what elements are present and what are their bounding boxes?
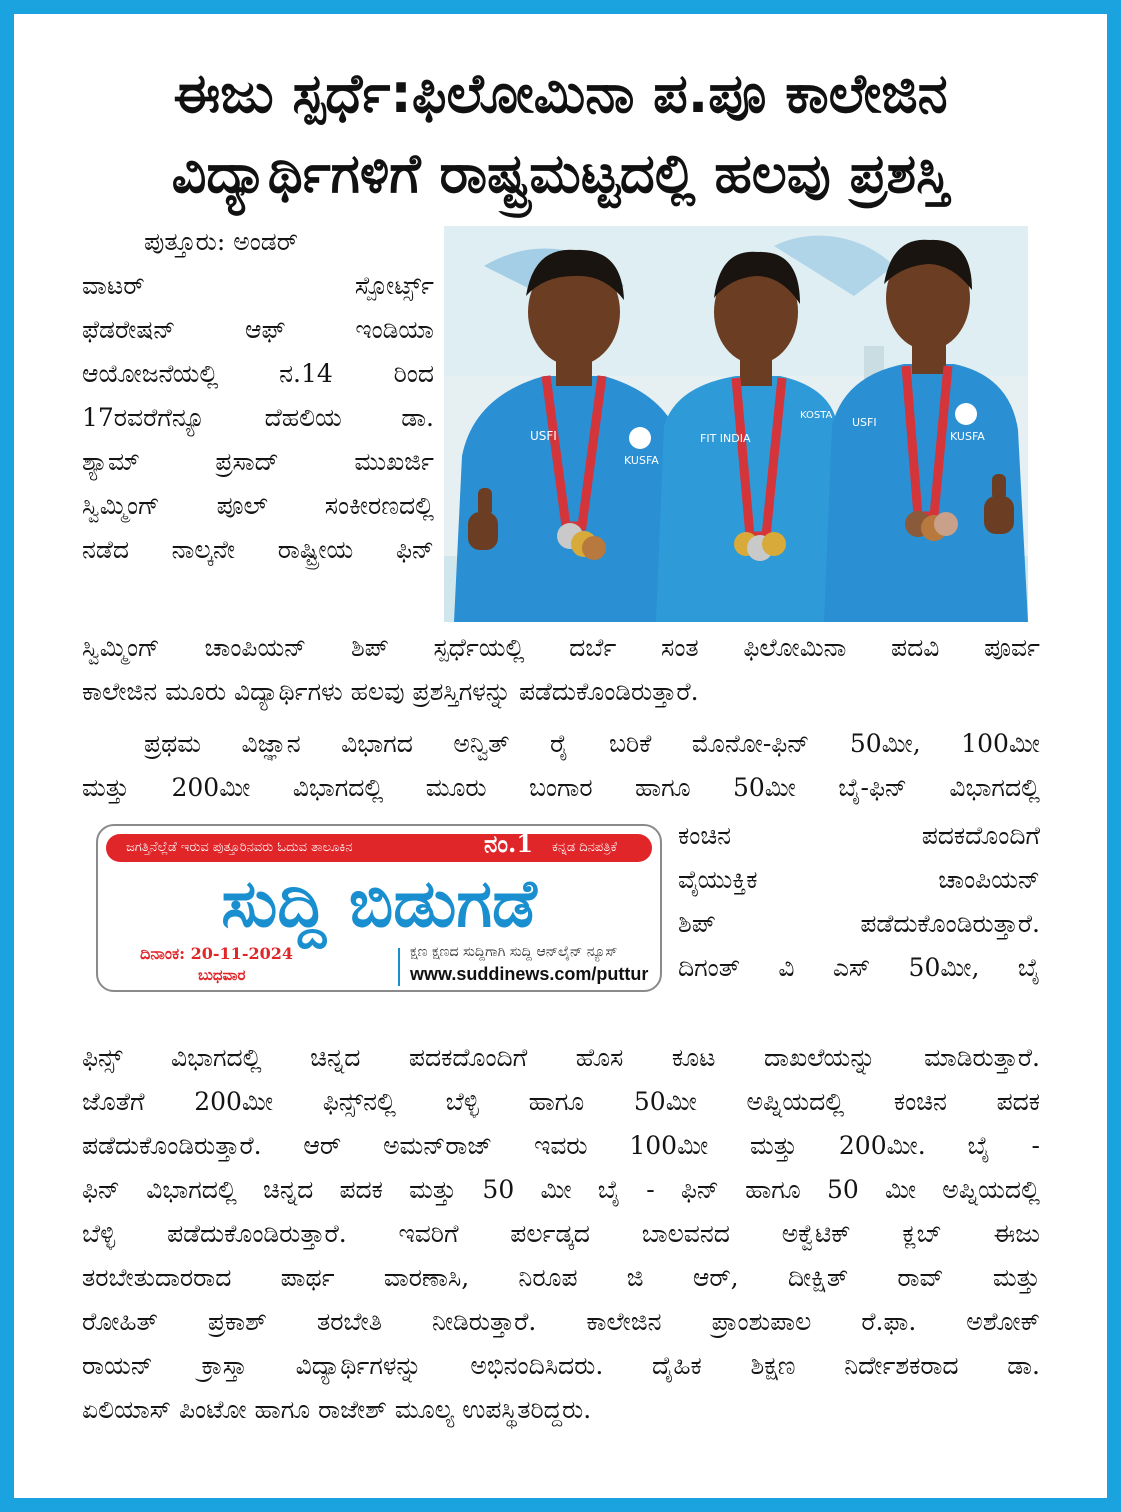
newspaper-masthead (96, 824, 662, 992)
body-line: ಕಂಚಿನ ಪದಕದೊಂದಿಗೆ (678, 821, 1040, 850)
jersey-kosta: KOSTA (800, 410, 833, 421)
jersey-fit-india: FIT INDIA (700, 432, 751, 445)
body-line: ಫಿನ್ಸ್ ವಿಭಾಗದಲ್ಲಿ ಚಿನ್ನದ ಪದಕದೊಂದಿಗೆ ಹೊಸ ಕೂಟ ದಾಖಲೆಯನ್ನು ಮಾಡಿರುತ್ತಾರೆ. (82, 1043, 1040, 1072)
body-line: ವೈಯುಕ್ತಿಕ ಚಾಂಪಿಯನ್ (678, 865, 1040, 894)
masthead-website-url: www.suddinews.com/puttur (410, 964, 649, 984)
jersey-usfi-left: USFI (530, 429, 557, 443)
jersey-kusfa-left: KUSFA (624, 454, 659, 467)
lead-line: ಶ್ಯಾಮ್ ಪ್ರಸಾದ್ ಮುಖರ್ಜಿ (82, 447, 434, 476)
body-line: ಮತ್ತು 200ಮೀ ವಿಭಾಗದಲ್ಲಿ ಮೂರು ಬಂಗಾರ ಹಾಗೂ 50ಮೀ ಬೈ-ಫಿನ್ ವಿಭಾಗದಲ್ಲಿ (82, 773, 1040, 802)
jersey-usfi-right: USFI (852, 416, 877, 429)
jersey-kusfa-right: KUSFA (950, 430, 985, 443)
masthead-date: ದಿನಾಂಕ: 20-11-2024 (140, 944, 293, 963)
body-line: ಸ್ವಿಮ್ಮಿಂಗ್ ಚಾಂಪಿಯನ್ ಶಿಪ್ ಸ್ಪರ್ಧೆಯಲ್ಲಿ ದರ್ಬೆ ಸಂತ ಫಿಲೋಮಿನಾ ಪದವಿ ಪೂರ್ವ (82, 633, 1040, 662)
lead-line: ಫೆಡರೇಷನ್ ಆಫ್ ಇಂಡಿಯಾ (82, 315, 434, 344)
body-line: ಏಲಿಯಾಸ್ ಪಿಂಟೋ ಹಾಗೂ ರಾಜೇಶ್ ಮೂಲ್ಯ ಉಪಸ್ಥಿತರಿದ್ದರು. (82, 1395, 592, 1424)
body-line: ದಿಗಂತ್ ವಿ ಎಸ್ 50ಮೀ, ಬೈ (678, 953, 1040, 982)
masthead-tagline-top: ಜಗತ್ತಿನೆಲ್ಲೆಡೆ ಇರುವ ಪುತ್ತೂರಿನವರು ಓದುವ ತಾಲೂಕಿನ (126, 840, 353, 855)
paragraph-two-right-column (678, 814, 1040, 990)
lead-line: 17ರವರೆಗೆನ್ಯೂ ದೆಹಲಿಯ ಡಾ. (82, 403, 434, 432)
paragraph-rest (82, 1036, 1040, 1432)
body-line: ಪ್ರಥಮ ವಿಜ್ಞಾನ ವಿಭಾಗದ ಅನ್ವಿತ್ ರೈ ಬರಿಕೆ ಮೊನೋ-ಫಿನ್ 50ಮೀ, 100ಮೀ (144, 729, 1040, 758)
athletes-photo (444, 226, 1028, 622)
body-line: ಕಾಲೇಜಿನ ಮೂರು ವಿದ್ಯಾರ್ಥಿಗಳು ಹಲವು ಪ್ರಶಸ್ತಿಗಳನ್ನು ಪಡೆದುಕೊಂಡಿರುತ್ತಾರೆ. (82, 677, 699, 706)
masthead-day: ಬುಧವಾರ (198, 966, 246, 984)
headline-line-2: ವಿದ್ಯಾರ್ಥಿಗಳಿಗೆ ರಾಷ್ಟ್ರಮಟ್ಟದಲ್ಲಿ ಹಲವು ಪ್ರಶಸ್ತಿ (171, 142, 950, 205)
masthead-online-tagline: ಕ್ಷಣ ಕ್ಷಣದ ಸುದ್ದಿಗಾಗಿ ಸುದ್ದಿ ಆನ್‌ಲೈನ್ ನ್ಯೂಸ್ (410, 944, 618, 960)
body-line: ಜೊತೆಗೆ 200ಮೀ ಫಿನ್ಸ್‌ನಲ್ಲಿ ಬೆಳ್ಳಿ ಹಾಗೂ 50ಮೀ ಅಪ್ನಿಯದಲ್ಲಿ ಕಂಚಿನ ಪದಕ (82, 1087, 1040, 1116)
body-line: ರೋಹಿತ್ ಪ್ರಕಾಶ್ ತರಬೇತಿ ನೀಡಿರುತ್ತಾರೆ. ಕಾಲೇಜಿನ ಪ್ರಾಂಶುಪಾಲ ರೆ.ಫಾ. ಅಶೋಕ್ (82, 1307, 1040, 1336)
lead-line: ಸ್ವಿಮ್ಮಿಂಗ್ ಪೂಲ್ ಸಂಕೀರಣದಲ್ಲಿ (82, 491, 434, 520)
masthead-logo: ಸುದ್ದಿ ಬಿಡುಗಡೆ (221, 865, 537, 942)
lead-line: ಆಯೋಜನೆಯಲ್ಲಿ ನ.14 ರಿಂದ (82, 359, 434, 388)
lead-column (82, 220, 434, 572)
masthead-number-one: ನಂ.1 (484, 834, 534, 858)
body-line: ಪಡೆದುಕೊಂಡಿರುತ್ತಾರೆ. ಆರ್ ಅಮನ್‌ರಾಜ್ ಇವರು 100ಮೀ ಮತ್ತು 200ಮೀ. ಬೈ - (82, 1131, 1040, 1160)
lead-continuation (82, 626, 1040, 714)
body-line: ತರಬೇತುದಾರರಾದ ಪಾರ್ಥ ವಾರಣಾಸಿ, ನಿರೂಪ ಜಿ ಆರ್, ದೀಕ್ಷಿತ್ ರಾವ್ ಮತ್ತು (82, 1263, 1040, 1292)
body-line: ರಾಯನ್ ಕ್ರಾಸ್ತಾ ವಿದ್ಯಾರ್ಥಿಗಳನ್ನು ಅಭಿನಂದಿಸಿದರು. ದೈಹಿಕ ಶಿಕ್ಷಣ ನಿರ್ದೇಶಕರಾದ ಡಾ. (82, 1351, 1040, 1380)
body-line: ಬೆಳ್ಳಿ ಪಡೆದುಕೊಂಡಿರುತ್ತಾರೆ. ಇವರಿಗೆ ಪರ್ಲಡ್ಕದ ಬಾಲವನದ ಅಕ್ವೆಟಿಕ್ ಕ್ಲಬ್ ಈಜು (82, 1219, 1040, 1248)
body-line: ಶಿಪ್ ಪಡೆದುಕೊಂಡಿರುತ್ತಾರೆ. (678, 909, 1040, 938)
athletes-illustration (444, 226, 1028, 622)
lead-line: ನಡೆದ ನಾಲ್ಕನೇ ರಾಷ್ಟ್ರೀಯ ಫಿನ್ (82, 535, 434, 564)
masthead-red-strip (106, 834, 652, 862)
lead-line: ವಾಟರ್ ಸ್ಪೋರ್ಟ್ಸ್ (82, 271, 434, 300)
paragraph-two (82, 722, 1040, 810)
body-line: ಫಿನ್ ವಿಭಾಗದಲ್ಲಿ ಚಿನ್ನದ ಪದಕ ಮತ್ತು 50 ಮೀ ಬೈ - ಫಿನ್ ಹಾಗೂ 50 ಮೀ ಅಪ್ನಿಯದಲ್ಲಿ (82, 1175, 1040, 1204)
headline-line-1: ಈಜು ಸ್ಪರ್ಧೆ:ಫಿಲೋಮಿನಾ ಪ.ಪೂ ಕಾಲೇಜಿನ (173, 62, 948, 125)
lead-line: ಪುತ್ತೂರು: ಅಂಡರ್ (144, 227, 299, 256)
masthead-divider (398, 948, 400, 986)
masthead-kannada-daily: ಕನ್ನಡ ದಿನಪತ್ರಿಕೆ (552, 840, 618, 855)
